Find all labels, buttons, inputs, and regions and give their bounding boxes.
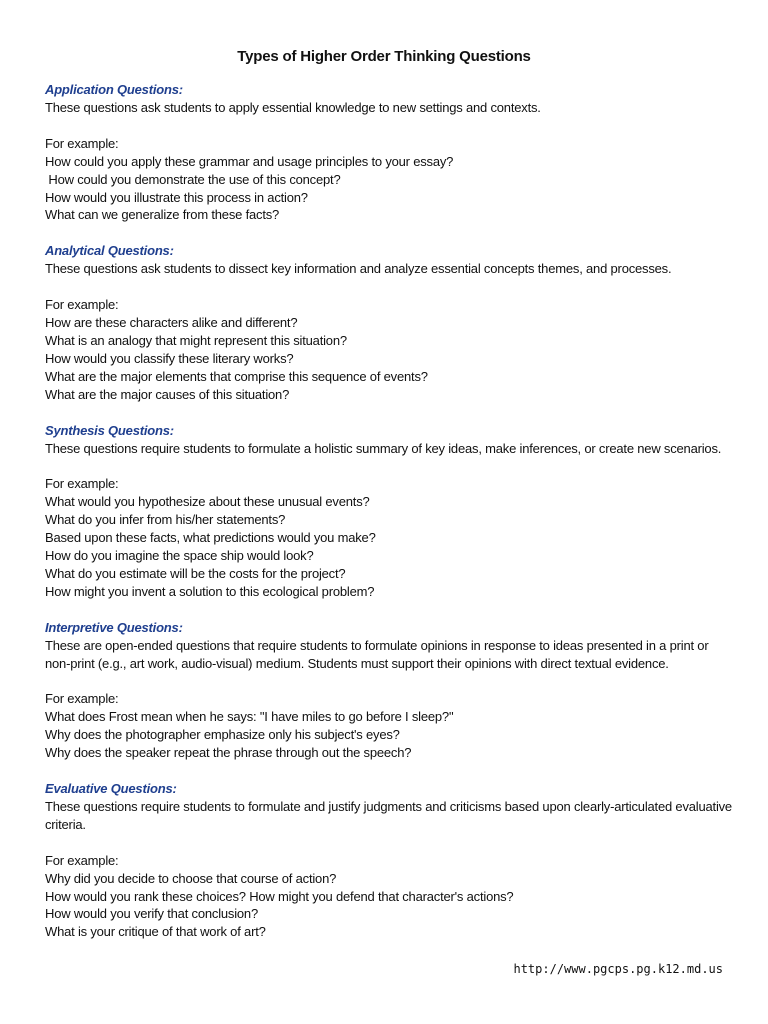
- spacer: [45, 834, 735, 852]
- page-title: Types of Higher Order Thinking Questions: [237, 48, 531, 65]
- section-description: These questions ask students to apply essential knowledge to new settings and contexts.: [45, 100, 541, 115]
- example-label: For example:: [45, 297, 119, 313]
- section-heading: Evaluative Questions:: [45, 781, 177, 797]
- example-question: How might you invent a solution to this ecological problem?: [45, 583, 375, 599]
- example-question: What does Frost mean when he says: "I have miles to go before I sleep?": [45, 709, 454, 725]
- example-question: How would you classify these literary works?: [45, 350, 294, 366]
- spacer: [45, 117, 735, 135]
- example-label: For example:: [45, 852, 119, 868]
- example-question: Why does the speaker repeat the phrase through out the speech?: [45, 745, 412, 761]
- example-question: What can we generalize from these facts?: [45, 207, 280, 223]
- question-section: [45, 81, 735, 224]
- section-description: These questions ask students to dissect key information and analyze essential concepts themes, and processes.: [45, 261, 672, 277]
- section-heading: Interpretive Questions:: [45, 619, 183, 635]
- example-question: What do you infer from his/her statements?: [45, 512, 286, 528]
- example-label: For example:: [45, 135, 119, 151]
- example-question: How could you apply these grammar and usage principles to your essay?: [45, 153, 454, 169]
- section-heading: Analytical Questions:: [45, 243, 174, 259]
- section-heading: Application Questions:: [45, 82, 183, 97]
- example-question: How would you verify that conclusion?: [45, 906, 258, 922]
- example-question: What do you estimate will be the costs for the project?: [45, 565, 346, 581]
- example-question: What are the major causes of this situation?: [45, 386, 290, 402]
- example-question: What are the major elements that comprise this sequence of events?: [45, 368, 428, 384]
- spacer: [45, 278, 735, 296]
- example-question: What is an analogy that might represent this situation?: [45, 332, 347, 348]
- question-section: [45, 242, 735, 403]
- section-description: These are open-ended questions that require students to formulate opinions in response to ideas presented in a print or: [45, 637, 709, 653]
- example-question: What would you hypothesize about these unusual events?: [45, 494, 370, 510]
- spacer: [45, 673, 735, 691]
- spacer: [45, 457, 735, 475]
- example-question: Why did you decide to choose that course of action?: [45, 870, 337, 886]
- section-description: criteria.: [45, 816, 86, 832]
- section-description: These questions require students to formulate a holistic summary of key ideas, make inferences, or create new scenarios.: [45, 440, 722, 456]
- example-question: How could you demonstrate the use of this concept?: [45, 171, 341, 187]
- document-body: [45, 81, 735, 959]
- section-description: These questions require students to formulate and justify judgments and criticisms based upon clearly-articulated evaluative: [45, 799, 732, 815]
- example-question: What is your critique of that work of art?: [45, 924, 266, 940]
- question-section: [45, 619, 735, 762]
- example-question: How are these characters alike and different?: [45, 315, 298, 331]
- example-question: Based upon these facts, what predictions would you make?: [45, 530, 376, 546]
- footer-url: http://www.pgcps.pg.k12.md.us: [513, 962, 723, 976]
- section-heading: Synthesis Questions:: [45, 422, 174, 438]
- example-question: How would you rank these choices? How might you defend that character's actions?: [45, 888, 514, 904]
- question-section: [45, 780, 735, 941]
- example-question: Why does the photographer emphasize only his subject's eyes?: [45, 727, 400, 743]
- example-label: For example:: [45, 476, 119, 492]
- example-question: How would you illustrate this process in action?: [45, 189, 308, 205]
- example-label: For example:: [45, 691, 119, 707]
- question-section: [45, 422, 735, 601]
- section-description: non-print (e.g., art work, audio-visual) medium. Students must support their opinions with direct textual evidence.: [45, 655, 669, 671]
- example-question: How do you imagine the space ship would look?: [45, 547, 314, 563]
